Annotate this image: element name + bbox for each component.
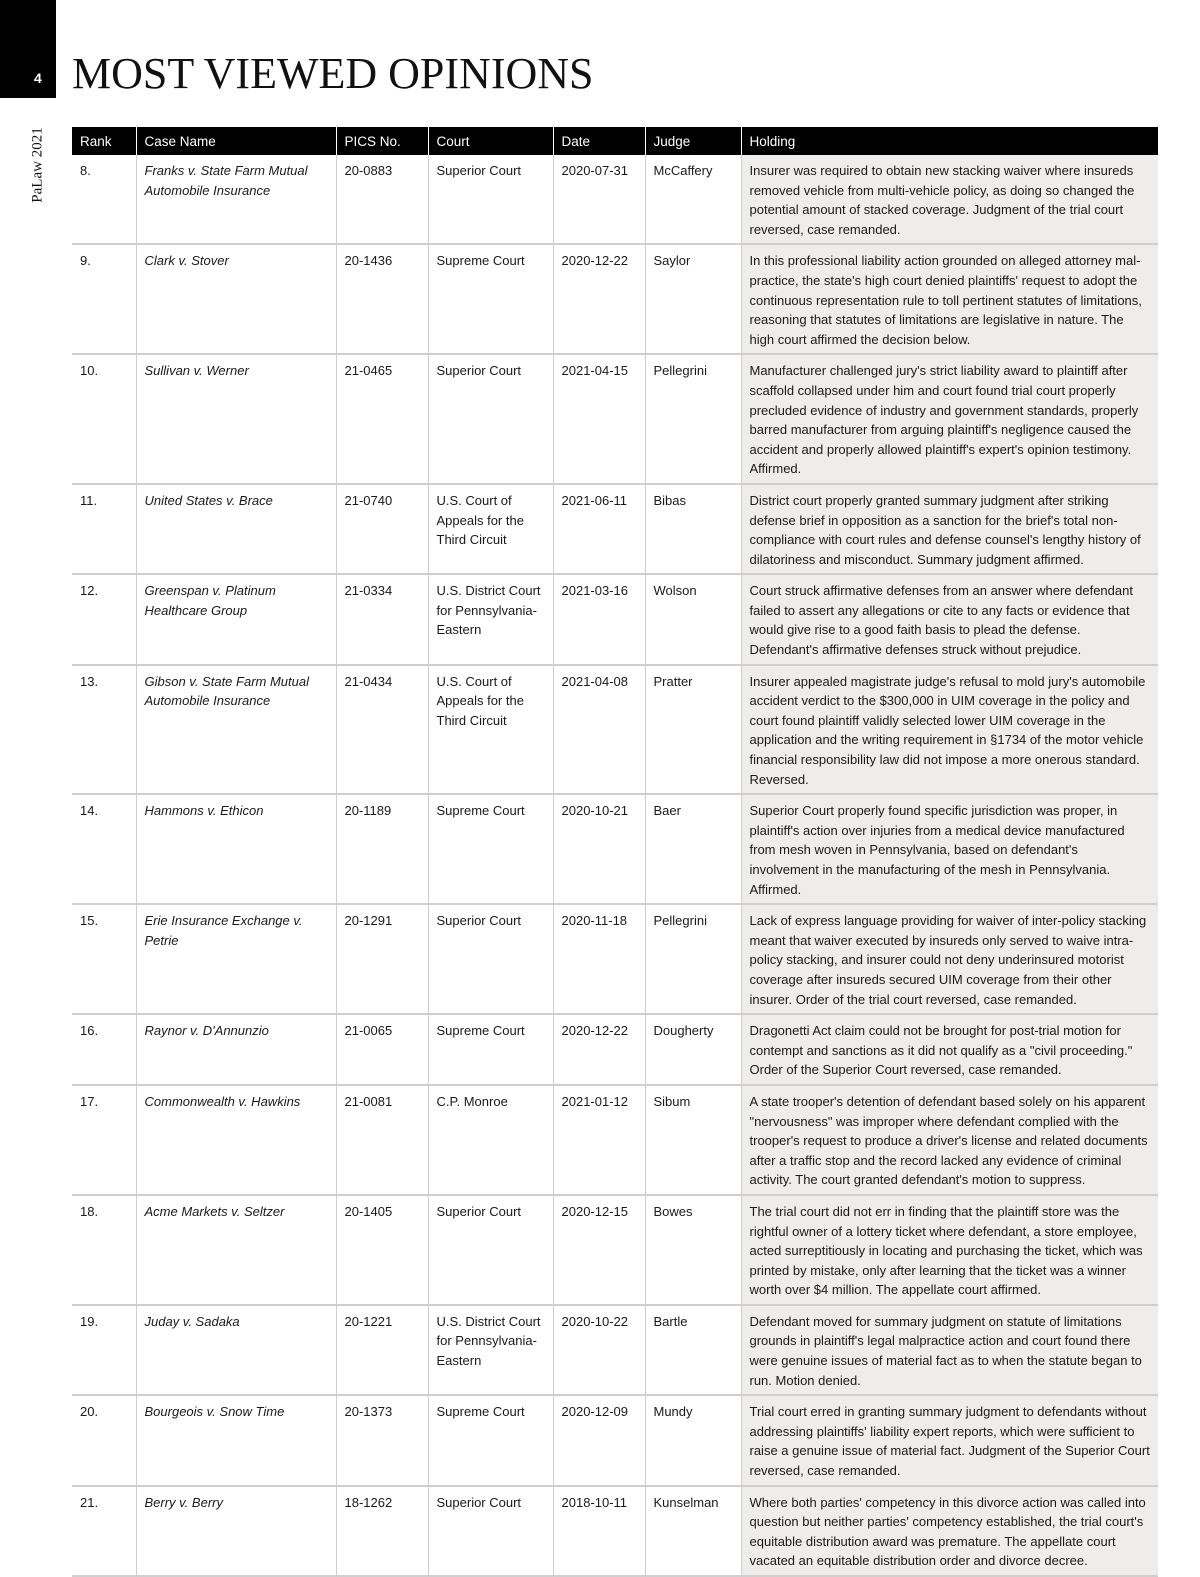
- court-cell: C.P. Monroe: [428, 1085, 553, 1195]
- column-header-date: Date: [553, 127, 645, 155]
- case-name-cell: Acme Markets v. Seltzer: [136, 1195, 336, 1305]
- judge-cell: Pratter: [645, 665, 741, 795]
- date-cell: 2021-04-08: [553, 665, 645, 795]
- holding-cell: Manufacturer challenged jury's strict liability award to plaintiff after scaffold collapsed under him and court found trial court properly precluded evidence of industry and government standards, properly barred manufacturer from arguing plaintiff's negligence caused the accident and properly allowed plaintiff's expert's opinion testimony. Affirmed.: [741, 354, 1158, 484]
- case-name-cell: United States v. Brace: [136, 484, 336, 574]
- rank-cell: 20.: [72, 1395, 136, 1485]
- column-header-court: Court: [428, 127, 553, 155]
- rank-cell: 17.: [72, 1085, 136, 1195]
- table-row: [72, 354, 1158, 484]
- judge-cell: Bowes: [645, 1195, 741, 1305]
- table-row: [72, 904, 1158, 1014]
- column-header-rank: Rank: [72, 127, 136, 155]
- table-row: [72, 244, 1158, 354]
- column-header-judge: Judge: [645, 127, 741, 155]
- rank-cell: 18.: [72, 1195, 136, 1305]
- page-number-tab: [0, 0, 56, 98]
- judge-cell: Baer: [645, 794, 741, 904]
- holding-cell: Dragonetti Act claim could not be brought for post-trial motion for contempt and sanctions as it did not qualify as a "civil proceeding." Order of the Superior Court reversed, case remanded.: [741, 1014, 1158, 1085]
- pics-no-cell: 20-1291: [336, 904, 428, 1014]
- rank-cell: 14.: [72, 794, 136, 904]
- table-row: [72, 484, 1158, 574]
- pics-no-cell: 21-0065: [336, 1014, 428, 1085]
- holding-cell: Trial court erred in granting summary judgment to defendants without addressing plaintiffs' liability expert reports, which were sufficient to raise a genuine issue of material fact. Judgment of the Superior Court reversed, case remanded.: [741, 1395, 1158, 1485]
- pics-no-cell: 21-0081: [336, 1085, 428, 1195]
- court-cell: U.S. District Court for Pennsylvania-Eastern: [428, 1305, 553, 1395]
- date-cell: 2021-06-11: [553, 484, 645, 574]
- rank-cell: 16.: [72, 1014, 136, 1085]
- table-row: [72, 1395, 1158, 1485]
- pics-no-cell: 18-1262: [336, 1486, 428, 1576]
- rank-cell: 9.: [72, 244, 136, 354]
- case-name-cell: Bourgeois v. Snow Time: [136, 1395, 336, 1485]
- rank-cell: 8.: [72, 155, 136, 244]
- case-name-cell: Berry v. Berry: [136, 1486, 336, 1576]
- judge-cell: Pellegrini: [645, 904, 741, 1014]
- judge-cell: Wolson: [645, 574, 741, 664]
- page-number: 4: [34, 70, 42, 86]
- holding-cell: A state trooper's detention of defendant based solely on his apparent "nervousness" was improper where defendant complied with the trooper's request to produce a driver's license and related documents after a traffic stop and the record lacked any evidence of criminal activity. The court granted defendant's motion to suppress.: [741, 1085, 1158, 1195]
- judge-cell: Mundy: [645, 1395, 741, 1485]
- holding-cell: Defendant moved for summary judgment on statute of limitations grounds in plaintiff's legal malpractice action and court found there were genuine issues of material fact as to when the statute began to run. Motion denied.: [741, 1305, 1158, 1395]
- case-name-cell: Greenspan v. Platinum Healthcare Group: [136, 574, 336, 664]
- pics-no-cell: 21-0740: [336, 484, 428, 574]
- case-name-cell: Erie Insurance Exchange v. Petrie: [136, 904, 336, 1014]
- judge-cell: McCaffery: [645, 155, 741, 244]
- court-cell: Superior Court: [428, 1486, 553, 1576]
- case-name-cell: Gibson v. State Farm Mutual Automobile Insurance: [136, 665, 336, 795]
- court-cell: U.S. Court of Appeals for the Third Circuit: [428, 665, 553, 795]
- opinions-table: [72, 127, 1158, 1577]
- publication-side-label: PaLaw 2021: [29, 127, 46, 203]
- case-name-cell: Juday v. Sadaka: [136, 1305, 336, 1395]
- date-cell: 2020-12-09: [553, 1395, 645, 1485]
- case-name-cell: Sullivan v. Werner: [136, 354, 336, 484]
- rank-cell: 19.: [72, 1305, 136, 1395]
- pics-no-cell: 20-1221: [336, 1305, 428, 1395]
- case-name-cell: Franks v. State Farm Mutual Automobile Insurance: [136, 155, 336, 244]
- judge-cell: Pellegrini: [645, 354, 741, 484]
- date-cell: 2021-04-15: [553, 354, 645, 484]
- date-cell: 2020-12-22: [553, 244, 645, 354]
- date-cell: 2018-10-11: [553, 1486, 645, 1576]
- rank-cell: 15.: [72, 904, 136, 1014]
- column-header-pics-no: PICS No.: [336, 127, 428, 155]
- case-name-cell: Raynor v. D'Annunzio: [136, 1014, 336, 1085]
- table-body: [72, 155, 1158, 1576]
- pics-no-cell: 21-0334: [336, 574, 428, 664]
- date-cell: 2020-12-22: [553, 1014, 645, 1085]
- page-title: MOST VIEWED OPINIONS: [72, 49, 594, 98]
- column-header-holding: Holding: [741, 127, 1158, 155]
- table-row: [72, 1014, 1158, 1085]
- pics-no-cell: 21-0465: [336, 354, 428, 484]
- court-cell: Superior Court: [428, 155, 553, 244]
- court-cell: Supreme Court: [428, 1014, 553, 1085]
- table-row: [72, 665, 1158, 795]
- holding-cell: Court struck affirmative defenses from an answer where defendant failed to assert any allegations or cite to any facts or evidence that would give rise to a good faith basis to plead the defense. Defendant's affirmative defenses struck without prejudice.: [741, 574, 1158, 664]
- pics-no-cell: 20-1189: [336, 794, 428, 904]
- case-name-cell: Hammons v. Ethicon: [136, 794, 336, 904]
- date-cell: 2020-10-22: [553, 1305, 645, 1395]
- case-name-cell: Clark v. Stover: [136, 244, 336, 354]
- rank-cell: 12.: [72, 574, 136, 664]
- table-row: [72, 574, 1158, 664]
- pics-no-cell: 20-1373: [336, 1395, 428, 1485]
- table-row: [72, 155, 1158, 244]
- date-cell: 2020-12-15: [553, 1195, 645, 1305]
- pics-no-cell: 20-1436: [336, 244, 428, 354]
- judge-cell: Bibas: [645, 484, 741, 574]
- judge-cell: Saylor: [645, 244, 741, 354]
- court-cell: Supreme Court: [428, 244, 553, 354]
- pics-no-cell: 21-0434: [336, 665, 428, 795]
- holding-cell: The trial court did not err in finding that the plaintiff store was the rightful owner of a lottery ticket where defendant, a store employee, acted surreptitiously in locating and purchasing the ticket, which was printed by mistake, only after learning that the ticket was a winner worth over $4 million. The appellate court affirmed.: [741, 1195, 1158, 1305]
- court-cell: Supreme Court: [428, 1395, 553, 1485]
- court-cell: Superior Court: [428, 904, 553, 1014]
- date-cell: 2020-10-21: [553, 794, 645, 904]
- judge-cell: Kunselman: [645, 1486, 741, 1576]
- pics-no-cell: 20-0883: [336, 155, 428, 244]
- table-row: [72, 794, 1158, 904]
- judge-cell: Bartle: [645, 1305, 741, 1395]
- date-cell: 2020-07-31: [553, 155, 645, 244]
- table-row: [72, 1085, 1158, 1195]
- table-row: [72, 1305, 1158, 1395]
- court-cell: U.S. District Court for Pennsylvania-Eastern: [428, 574, 553, 664]
- holding-cell: Superior Court properly found specific jurisdiction was proper, in plaintiff's action over injuries from a medical device manufactured from mesh woven in Pennsylvania, based on defendant's involvement in the manufacturing of the mesh in Pennsylvania. Affirmed.: [741, 794, 1158, 904]
- date-cell: 2021-01-12: [553, 1085, 645, 1195]
- court-cell: Superior Court: [428, 354, 553, 484]
- table-row: [72, 1486, 1158, 1576]
- column-header-case-name: Case Name: [136, 127, 336, 155]
- judge-cell: Sibum: [645, 1085, 741, 1195]
- table-row: [72, 1195, 1158, 1305]
- judge-cell: Dougherty: [645, 1014, 741, 1085]
- table-header: [72, 127, 1158, 155]
- case-name-cell: Commonwealth v. Hawkins: [136, 1085, 336, 1195]
- date-cell: 2021-03-16: [553, 574, 645, 664]
- holding-cell: Insurer was required to obtain new stacking waiver where insureds removed vehicle from multi-vehicle policy, as doing so changed the potential amount of stacked coverage. Judgment of the trial court reversed, case remanded.: [741, 155, 1158, 244]
- date-cell: 2020-11-18: [553, 904, 645, 1014]
- rank-cell: 10.: [72, 354, 136, 484]
- holding-cell: District court properly granted summary judgment after striking defense brief in opposition as a sanction for the brief's total non-compliance with court rules and defense counsel's lengthy history of dilatoriness and misconduct. Summary judgment affirmed.: [741, 484, 1158, 574]
- pics-no-cell: 20-1405: [336, 1195, 428, 1305]
- holding-cell: Lack of express language providing for waiver of inter-policy stacking meant that waiver executed by insureds only served to waive intra-policy stacking, and insurer could not deny underinsured motorist coverage after insureds secured UIM coverage from their other insurer. Order of the trial court reversed, case remanded.: [741, 904, 1158, 1014]
- court-cell: U.S. Court of Appeals for the Third Circuit: [428, 484, 553, 574]
- holding-cell: Where both parties' competency in this divorce action was called into question but neither parties' competency established, the trial court's equitable distribution award was premature. The appellate court vacated an equitable distribution order and divorce decree.: [741, 1486, 1158, 1576]
- rank-cell: 13.: [72, 665, 136, 795]
- court-cell: Superior Court: [428, 1195, 553, 1305]
- rank-cell: 11.: [72, 484, 136, 574]
- court-cell: Supreme Court: [428, 794, 553, 904]
- holding-cell: In this professional liability action grounded on alleged attorney mal-practice, the state's high court denied plaintiffs' request to adopt the continuous representation rule to toll pertinent statutes of limitations, reasoning that statutes of limitations are legislative in nature. The high court affirmed the decision below.: [741, 244, 1158, 354]
- rank-cell: 21.: [72, 1486, 136, 1576]
- holding-cell: Insurer appealed magistrate judge's refusal to mold jury's automobile accident verdict to the $300,000 in UIM coverage in the policy and court found plaintiff validly selected lower UIM coverage in the application and the writing requirement in §1734 of the motor vehicle financial responsibility law did not impose a more onerous standard. Reversed.: [741, 665, 1158, 795]
